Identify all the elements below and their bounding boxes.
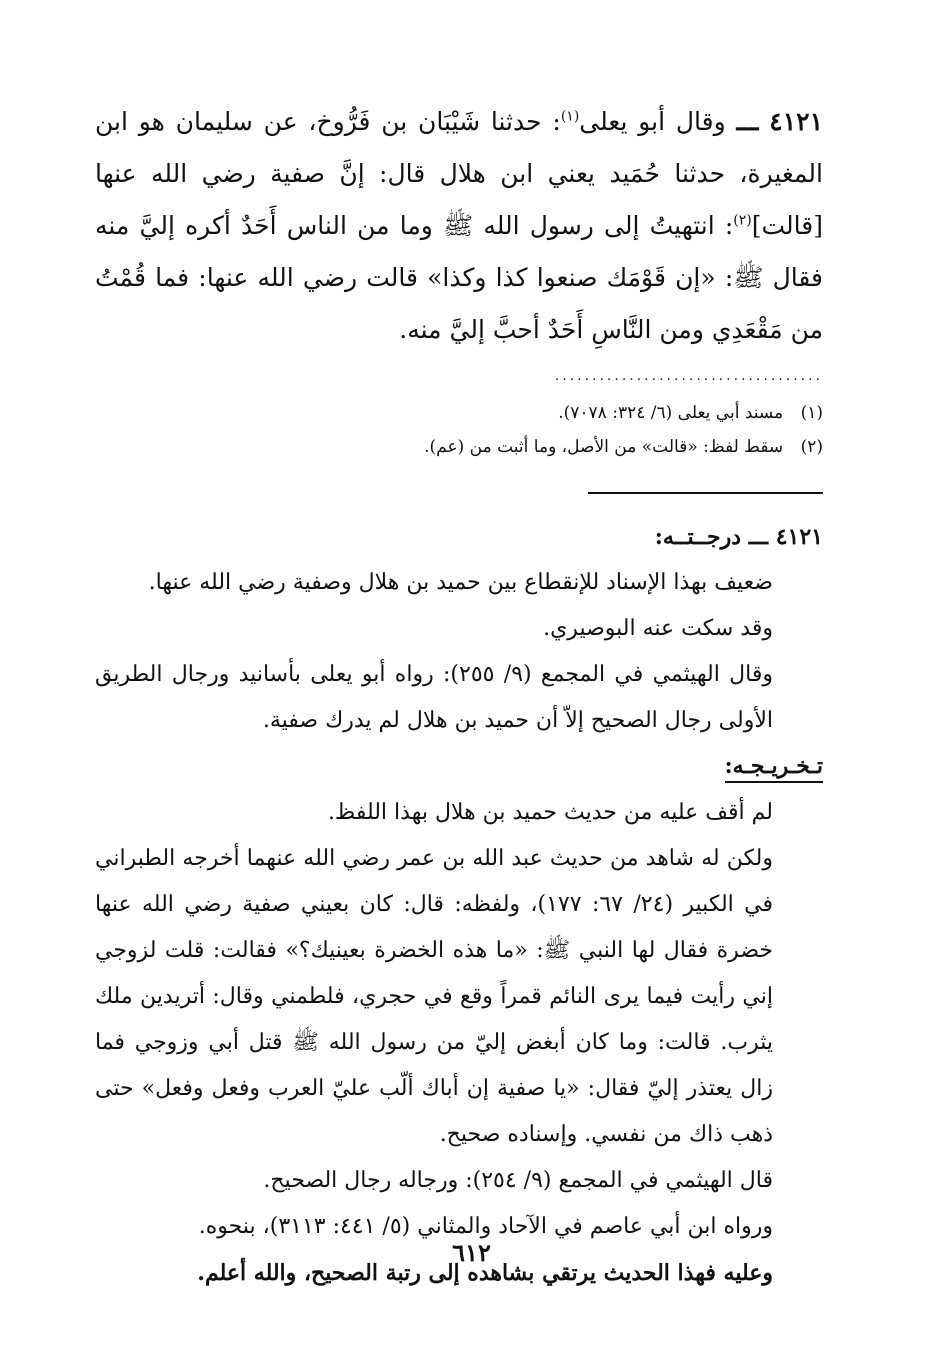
footnote-number: (٢) bbox=[800, 437, 823, 457]
grading-paragraph: وقال الهيثمي في المجمع (٩/ ٢٥٥): رواه أبو يعلى بأسانيد ورجال الطريق الأولى رجال الصحيح إلاّ أن حميد بن هلال لم يدرك صفية. bbox=[95, 662, 774, 733]
hadith-body-2: : انتهيتُ إلى رسول الله ﷺ وما من الناس أَحَدٌ أكره إليَّ منه فقال ﷺ: «إن قَوْمَك صنعوا كذا وكذا» قالت رضي الله عنها: فما قُمْتُ من مَقْعَدِي ومن النَّاسِ أَحَدٌ أحبَّ إليَّ منه. bbox=[95, 211, 823, 344]
footnote-text: مسند أبي يعلى (٦/ ٣٢٤: ٧٠٧٨). bbox=[558, 403, 784, 423]
section-divider bbox=[588, 492, 823, 494]
takhrij-paragraph: ورواه ابن أبي عاصم في الآحاد والمثاني (٥/ ٤٤١: ٣١١٣)، بنحوه. bbox=[198, 1214, 773, 1239]
hadith-text bbox=[95, 96, 823, 356]
takhrij-conclusion: وعليه فهذا الحديث يرتقي بشاهده إلى رتبة الصحيح، والله أعلم. bbox=[197, 1260, 773, 1286]
hadith-dash: ـــ bbox=[736, 107, 759, 136]
hadith-intro: وقال أبو يعلى bbox=[579, 107, 726, 136]
footnote-2 bbox=[300, 430, 823, 464]
footnote-number: (١) bbox=[800, 403, 823, 423]
footnote-marker-1: (١) bbox=[560, 108, 580, 125]
page-number: ٦١٢ bbox=[452, 1238, 491, 1267]
takhrij-heading: تـخـريـجـه: bbox=[725, 751, 823, 783]
footnote-marker-2: (٢) bbox=[733, 212, 752, 229]
grading-heading: ٤١٢١ ـــ درجــتــه: bbox=[654, 524, 823, 550]
takhrij-paragraph: قال الهيثمي في المجمع (٩/ ٢٥٤): ورجاله رجال الصحيح. bbox=[263, 1168, 773, 1193]
grading-paragraph: ضعيف بهذا الإسناد للإنقطاع بين حميد بن هلال وصفية رضي الله عنها. bbox=[148, 570, 773, 595]
hadith-number: ٤١٢١ bbox=[769, 107, 823, 136]
footnote-text: سقط لفظ: «قالت» من الأصل، وما أثبت من (عم). bbox=[424, 437, 784, 457]
grading-section bbox=[95, 514, 823, 744]
grading-paragraph: وقد سكت عنه البوصيري. bbox=[543, 616, 773, 641]
takhrij-paragraph: ولكن له شاهد من حديث عبد الله بن عمر رضي الله عنهما أخرجه الطبراني في الكبير (٢٤/ ٦٧: ١٧٧)، ولفظه: قال: كان بعيني صفية رضي الله عنها خضرة فقال لها النبي ﷺ: «ما هذه الخضرة بعينيك؟» فقالت: قلت لزوجي إني رأيت فيما يرى النائم قمراً وقع في حجري، فلطمني وقال: أتريدين ملك يثرب. قالت: وما كان أبغض إليّ من رسول الله ﷺ قتل أبي وزوجي فما زال يعتذر إليّ فقال: «يا صفية إن أباك ألّب عليّ العرب وفعل وفعل» حتى ذهب ذاك من نفسي. وإسناده صحيح. bbox=[95, 846, 774, 1147]
footnotes bbox=[300, 396, 823, 464]
takhrij-section bbox=[95, 744, 823, 1296]
footnote-separator: .................................... bbox=[554, 368, 823, 384]
hadith-body-1: : حدثنا شَيْبَان بن فَرُّوخ، عن سليمان هو ابن المغيرة، حدثنا حُمَيد يعني ابن هلال قال: إنَّ صفية رضي الله عنها [قالت] bbox=[95, 107, 823, 240]
takhrij-paragraph: لم أقف عليه من حديث حميد بن هلال بهذا اللفظ. bbox=[327, 800, 773, 825]
footnote-1 bbox=[300, 396, 823, 430]
hadith-paragraph bbox=[95, 96, 823, 356]
